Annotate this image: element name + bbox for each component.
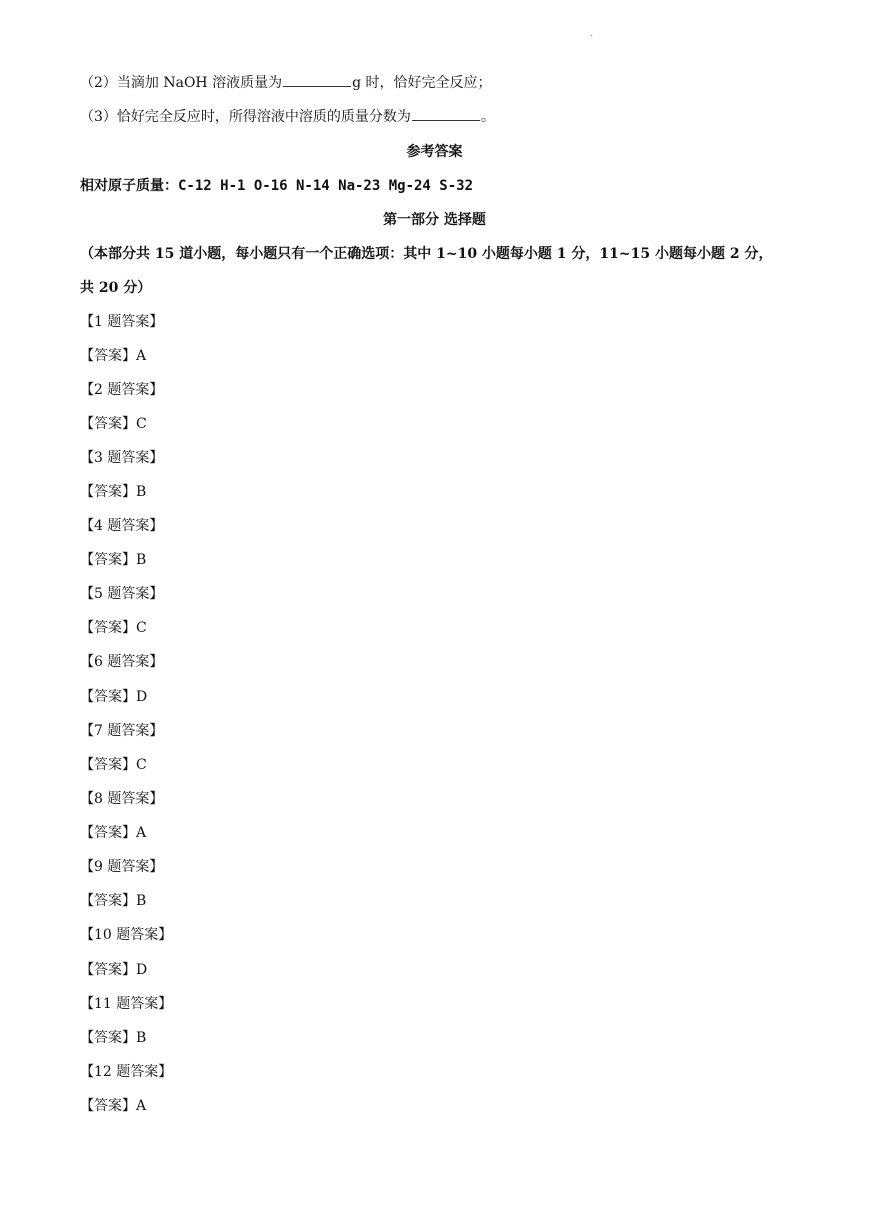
answer-header: 【4 题答案】 [80, 518, 164, 534]
answer-value: 【答案】A [80, 1098, 147, 1114]
answer-header: 【9 题答案】 [80, 859, 164, 875]
question-2-blank[interactable] [283, 72, 351, 87]
atomic-mass-line [80, 176, 473, 196]
answer-value: 【答案】D [80, 962, 148, 978]
question-3-prefix: （3）恰好完全反应时，所得溶液中溶质的质量分数为 [80, 109, 411, 125]
section-title: 第一部分 选择题 [383, 212, 486, 228]
answer-value: 【答案】B [80, 552, 147, 568]
answer-header: 【8 题答案】 [80, 791, 164, 807]
answer-header: 【11 题答案】 [80, 996, 173, 1012]
answer-value: 【答案】B [80, 1030, 147, 1046]
answer-header: 【6 题答案】 [80, 654, 164, 670]
answer-value: 【答案】B [80, 484, 147, 500]
answer-value: 【答案】C [80, 757, 147, 773]
answer-title: 参考答案 [406, 144, 463, 160]
answer-value: 【答案】A [80, 348, 147, 364]
question-2 [80, 72, 492, 93]
question-3-suffix: 。 [480, 109, 495, 125]
answer-header: 【1 题答案】 [80, 314, 164, 330]
answer-header: 【2 题答案】 [80, 382, 164, 398]
answer-value: 【答案】B [80, 893, 147, 909]
header-mark: . [590, 28, 594, 39]
answer-value: 【答案】D [80, 689, 148, 705]
atomic-mass-text: 相对原子质量：C-12 H-1 O-16 N-14 Na-23 Mg-24 S-32 [80, 178, 474, 194]
question-3 [80, 106, 495, 127]
answer-value: 【答案】C [80, 416, 147, 432]
question-2-prefix: （2）当滴加 NaOH 溶液质量为 [80, 75, 283, 91]
answer-header: 【12 题答案】 [80, 1064, 173, 1080]
answer-header: 【10 题答案】 [80, 927, 173, 943]
answer-header: 【7 题答案】 [80, 723, 164, 739]
section-note-line1: （本部分共 15 道小题，每小题只有一个正确选项：其中 1~10 小题每小题 1 分，11~15 小题每小题 2 分， [80, 246, 773, 262]
question-3-blank[interactable] [412, 106, 480, 121]
section-note-line2: 共 20 分） [80, 280, 152, 296]
answer-header: 【3 题答案】 [80, 450, 164, 466]
answer-value: 【答案】A [80, 825, 147, 841]
question-2-suffix: g 时，恰好完全反应； [352, 75, 492, 91]
answer-value: 【答案】C [80, 620, 147, 636]
answer-header: 【5 题答案】 [80, 586, 164, 602]
